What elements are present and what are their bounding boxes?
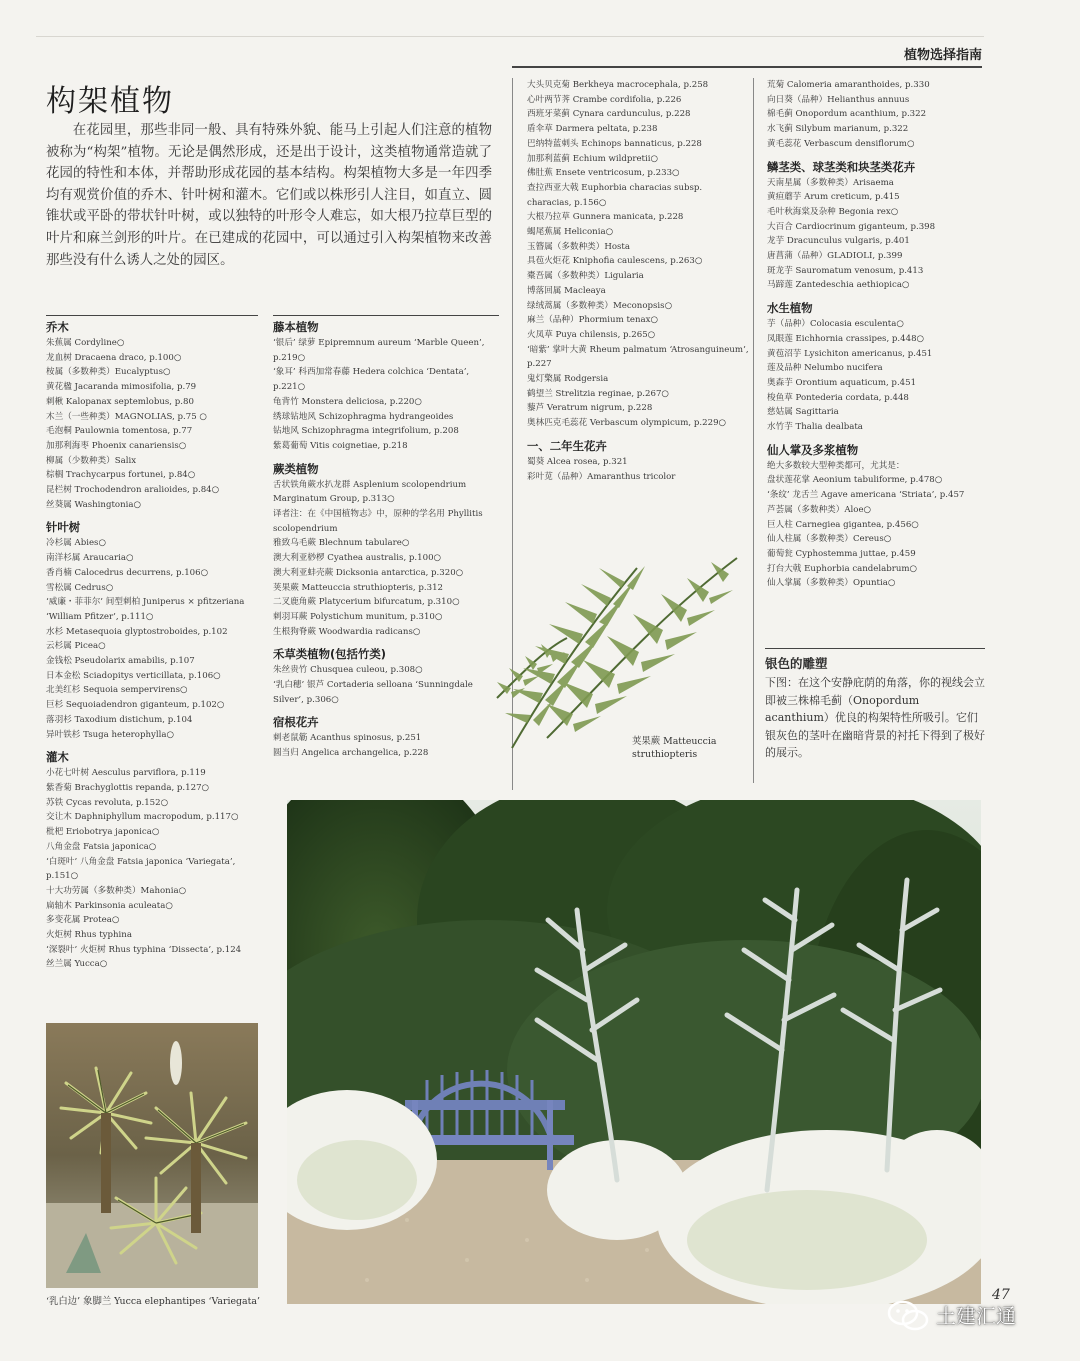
plant-entry: 绿绒蒿属（多数种类）Meconopsis○ <box>527 300 673 311</box>
page-title: 构架植物 <box>46 84 174 119</box>
yucca-caption: ‘乳白边’ 象脚兰 Yucca elephantipes ‘Variegata’ <box>46 1296 260 1307</box>
section-title: 藤本植物 <box>273 320 319 334</box>
plant-entry: 桉属（多数种类）Eucalyptus○ <box>46 367 171 378</box>
silver-caption-text: 下图：在这个安静庇荫的角落，你的视线会立即被三株棉毛蓟（Onopordum acanthium）优良的构架特性所吸引。它们银灰色的茎叶在幽暗背景的衬托下得到了极好的展示。 <box>765 676 985 760</box>
plant-entry: 生根狗脊蕨 Woodwardia radicans○ <box>273 626 421 637</box>
col2-rule <box>273 315 499 316</box>
plant-entry: 天南星属（多数种类）Arisaema <box>767 177 894 188</box>
section-title: 一、二年生花卉 <box>527 438 607 453</box>
section-bulbs <box>767 160 985 294</box>
col1-rule <box>46 315 258 316</box>
section-title: 禾草类植物(包括竹类) <box>273 647 386 662</box>
plant-entry: 荒菊 Calomeria amaranthoides, p.330 <box>767 80 930 90</box>
plant-entry: 荚果蕨 Matteuccia struthiopteris, p.312 <box>273 582 444 593</box>
plant-entry: 柳属（少数种类）Salix <box>46 455 137 466</box>
column-1 <box>46 320 258 972</box>
section-title: 蕨类植物 <box>273 461 319 476</box>
plant-entry: 具苞火炬花 Kniphofia caulescens, p.263○ <box>527 256 703 267</box>
fern-caption: 荚果蕨 Matteuccia struthiopteris <box>632 736 717 760</box>
running-header: 植物选择指南 <box>903 48 982 63</box>
section-annuals-cont <box>767 78 985 152</box>
wechat-icon <box>886 1298 932 1334</box>
section-conifers <box>46 520 258 742</box>
plant-entry: 枇杷 Eriobotrya japonica○ <box>46 827 160 838</box>
plant-entry: 小花七叶树 Aesculus parviflora, p.119 <box>46 768 206 779</box>
intro-paragraph: 在花园里，那些非同一般、具有特殊外貌、能马上引起人们注意的植物被称为“构架”植物。无论是偶然形成，还是出于设计，这类植物通常造就了花园的特性和本体，并帮助形成花园的基本结构。构架植物大多是一年四季均有观赏价值的乔木、针叶树和灌木。它们或以株形引人注目，如直立、圆锥状或平卧的带状针叶树，或以独特的叶形令人难忘，如大根乃拉草巨型的叶片和麻兰剑形的叶片。在已建成的花园中，可以通过引入构架植物来改善那些没有什么诱人之处的园区。 <box>46 123 492 268</box>
plant-entry: 唐菖蒲（品种）GLADIOLI, p.399 <box>767 251 903 262</box>
plant-entry: 绝大多数较大型种类都可，尤其是： <box>767 460 905 471</box>
watermark-text: 土建汇通 <box>936 1304 1016 1328</box>
section-title: 针叶树 <box>46 520 81 535</box>
section-aquatic <box>767 301 985 435</box>
plant-entry: 龙血树 Dracaena draco, p.100○ <box>46 352 182 363</box>
plant-entry: 黄苞沼芋 Lysichiton americanus, p.451 <box>767 348 933 359</box>
plant-entry: 交让木 Daphniphyllum macropodum, p.117○ <box>46 812 239 823</box>
plant-entry: ‘条纹’ 龙舌兰 Agave americana ‘Striata’, p.457 <box>767 490 965 501</box>
plant-entry: 盾伞草 Darmera peltata, p.238 <box>527 124 658 135</box>
plant-entry: 大根乃拉草 Gunnera manicata, p.228 <box>527 212 684 223</box>
section-title: 宿根花卉 <box>273 715 319 730</box>
plant-entry: 心叶两节荠 Crambe cordifolia, p.226 <box>527 94 682 105</box>
plant-entry: 南洋杉属 Araucaria○ <box>46 553 134 564</box>
plant-entry: 奥林匹克毛蕊花 Verbascum olympicum, p.229○ <box>527 418 727 429</box>
plant-entry: 水飞蓟 Silybum marianum, p.322 <box>767 124 909 135</box>
plant-entry: 奥森芋 Orontium aquaticum, p.451 <box>767 377 917 388</box>
plant-entry: 朱丝贵竹 Chusquea culeou, p.308○ <box>273 665 423 676</box>
plant-entry: 麻兰（品种）Phormium tenax○ <box>527 315 659 326</box>
plant-entry: 香肖楠 Calocedrus decurrens, p.106○ <box>46 567 209 578</box>
plant-entry: 芋（品种）Colocasia esculenta○ <box>767 319 904 330</box>
plant-entry: 斑龙芋 Sauromatum venosum, p.413 <box>767 265 924 276</box>
section-title: 乔木 <box>46 320 69 334</box>
plant-entry: 多变花属 Protea○ <box>46 915 120 926</box>
plant-entry: 北美红杉 Sequoia sempervirens○ <box>46 685 188 696</box>
plant-entry: 八角金盘 Fatsia japonica○ <box>46 841 157 852</box>
plant-entry: 黄疸蘑芋 Arum creticum, p.415 <box>767 192 900 203</box>
plant-entry: 黄花楹 Jacaranda mimosifolia, p.79 <box>46 382 197 393</box>
header-rule <box>512 66 982 68</box>
plant-entry: ‘威廉・菲菲尔’ 间型刺柏 Juniperus × pfitzeriana ‘William Pfitzer’, p.111○ <box>46 597 245 622</box>
page-top-edge <box>36 0 984 37</box>
plant-entry: 绣球钻地风 Schizophragma hydrangeoides <box>273 411 454 422</box>
watermark <box>882 1296 1062 1336</box>
plant-entry: ‘象耳’ 科西加常春藤 Hedera colchica ‘Dentata’, p.221○ <box>273 367 470 393</box>
section-succulents <box>767 443 985 591</box>
plant-entry: 蜀葵 Alcea rosea, p.321 <box>527 456 628 467</box>
section-title: 仙人掌及多浆植物 <box>767 442 859 457</box>
plant-entry: 丝兰属 Yucca○ <box>46 959 108 970</box>
plant-entry: ‘深裂叶’ 火炬树 Rhus typhina ‘Dissecta’, p.124 <box>46 944 242 955</box>
plant-entry: 木兰（一些种类）MAGNOLIAS, p.75 ○ <box>46 411 207 422</box>
plant-entry: 澳大利亚桫椤 Cyathea australis, p.100○ <box>273 553 442 564</box>
plant-entry: 异叶铁杉 Tsuga heterophylla○ <box>46 729 174 740</box>
plant-entry: 金钱松 Pseudolarix amabilis, p.107 <box>46 656 195 667</box>
plant-entry: 盘状莲花掌 Aeonium tabuliforme, p.478○ <box>767 475 943 486</box>
section-annuals <box>527 439 749 484</box>
plant-entry: 译者注：在《中国植物志》中，原种的学名用 Phyllitis scolopendrium <box>273 509 483 534</box>
plant-entry: ‘白斑叶’ 八角金盘 Fatsia japonica ‘Variegata’, p.151○ <box>46 856 236 882</box>
section-ferns <box>273 462 499 640</box>
section-perennials <box>273 715 499 760</box>
plant-entry: 钻地风 Schizophragma integrifolium, p.208 <box>273 426 459 437</box>
plant-entry: 朱蕉属 Cordyline○ <box>46 338 125 348</box>
plant-entry: 紫香菊 Brachyglottis repanda, p.127○ <box>46 782 210 793</box>
plant-entry: 冷杉属 Abies○ <box>46 538 106 549</box>
plant-entry: 澳大利亚蚌壳蕨 Dicksonia antarctica, p.320○ <box>273 567 464 578</box>
plant-entry: 凤眼莲 Eichhornia crassipes, p.448○ <box>767 333 925 344</box>
page-number: 47 <box>992 1287 1010 1303</box>
plant-entry: 刺楸 Kalopanax septemlobus, p.80 <box>46 396 194 407</box>
garden-photo <box>287 800 981 1304</box>
plant-entry: 加那利海枣 Phoenix canariensis○ <box>46 440 187 451</box>
plant-entry: 佛肚蕉 Ensete ventricosum, p.233○ <box>527 168 680 179</box>
plant-entry: 巨杉 Sequoiadendron giganteum, p.102○ <box>46 700 225 711</box>
plant-entry: 鹤望兰 Strelitzia reginae, p.267○ <box>527 388 669 399</box>
plant-entry: 日本金松 Sciadopitys verticillata, p.106○ <box>46 670 221 681</box>
plant-entry: 棉毛蓟 Onopordum acanthium, p.322 <box>767 109 927 120</box>
section-perennials-cont <box>527 78 749 431</box>
plant-entry: 蝎尾蕉属 Heliconia○ <box>527 227 614 238</box>
plant-entry: 仙人掌属（多数种类）Opuntia○ <box>767 578 896 589</box>
plant-entry: 玉簪属（多数种类）Hosta <box>527 241 630 252</box>
plant-entry: 云杉属 Picea○ <box>46 641 106 652</box>
plant-entry: 葡萄瓮 Cyphostemma juttae, p.459 <box>767 548 916 559</box>
plant-entry: 龙芋 Dracunculus vulgaris, p.401 <box>767 236 910 247</box>
plant-entry: 巨人柱 Carnegiea gigantea, p.456○ <box>767 519 919 530</box>
plant-entry: 毛叶秋海棠及杂种 Begonia rex○ <box>767 206 899 217</box>
plant-entry: 火凤草 Puya chilensis, p.265○ <box>527 329 656 340</box>
plant-entry: 大头贝克菊 Berkheya macrocephala, p.258 <box>527 80 709 90</box>
section-title: 鳞茎类、球茎类和块茎类花卉 <box>767 159 916 174</box>
silver-rule <box>765 648 985 649</box>
plant-entry: 打台大戟 Euphorbia candelabrum○ <box>767 563 918 574</box>
plant-entry: 苏铁 Cycas revoluta, p.152○ <box>46 797 169 808</box>
plant-entry: 紫葛葡萄 Vitis coignetiae, p.218 <box>273 440 408 451</box>
plant-entry: 仙人柱属（多数种类）Cereus○ <box>767 534 892 545</box>
plant-entry: 莲及品种 Nelumbo nucifera <box>767 363 883 374</box>
plant-entry: 二叉鹿角蕨 Platycerium bifurcatum, p.310○ <box>273 597 460 608</box>
plant-entry: 鬼灯檠属 Rodgersia <box>527 374 609 385</box>
column-2 <box>273 320 499 761</box>
plant-entry: 水竹芋 Thalia dealbata <box>767 422 863 433</box>
plant-entry: 黄毛蕊花 Verbascum densiflorum○ <box>767 138 915 149</box>
plant-entry: 毛泡桐 Paulownia tomentosa, p.77 <box>46 426 193 437</box>
plant-entry: 丝葵属 Washingtonia○ <box>46 499 141 510</box>
column-4 <box>767 78 985 591</box>
plant-entry: 昆栏树 Trochodendron aralioides, p.84○ <box>46 485 220 496</box>
fern-illustration <box>487 498 757 758</box>
section-trees <box>46 320 258 512</box>
plant-entry: 刺羽耳蕨 Polystichum munitum, p.310○ <box>273 611 443 622</box>
plant-entry: 藜芦 Veratrum nigrum, p.228 <box>527 403 653 414</box>
plant-entry: 十大功劳属（多数种类）Mahonia○ <box>46 885 187 896</box>
column-3 <box>527 78 749 484</box>
section-climbers <box>273 320 499 454</box>
section-shrubs <box>46 750 258 972</box>
plant-entry: 橐吾属（多数种类）Ligularia <box>527 271 644 282</box>
section-title: 水生植物 <box>767 301 813 316</box>
silver-caption-title: 银色的雕塑 <box>765 656 828 671</box>
plant-entry: 芦荟属（多数种类）Aloe○ <box>767 504 872 515</box>
plant-entry: 水杉 Metasequoia glyptostroboides, p.102 <box>46 626 228 637</box>
plant-entry: 马蹄莲 Zantedeschia aethiopica○ <box>767 280 910 291</box>
plant-entry: 博落回属 Macleaya <box>527 285 606 296</box>
plant-entry: 圆当归 Angelica archangelica, p.228 <box>273 748 429 759</box>
plant-entry: ‘暗紫’ 掌叶大黄 Rheum palmatum ‘Atrosanguineum’, p.227 <box>527 344 749 370</box>
yucca-photo <box>46 1023 258 1288</box>
plant-entry: 龟背竹 Monstera deliciosa, p.220○ <box>273 396 422 407</box>
plant-entry: ‘乳白穗’ 银芦 Cortaderia selloana ‘Sunningdale Silver’, p.306○ <box>273 680 473 705</box>
plant-entry: 火炬树 Rhus typhina <box>46 930 132 941</box>
plant-entry: 扁轴木 Parkinsonia aculeata○ <box>46 900 173 911</box>
plant-entry: 雅致乌毛蕨 Blechnum tabulare○ <box>273 538 410 549</box>
plant-entry: 梭鱼草 Pontederia cordata, p.448 <box>767 392 909 403</box>
plant-entry: 大百合 Cardiocrinum giganteum, p.398 <box>767 221 936 232</box>
plant-entry: 彩叶苋（品种）Amaranthus tricolor <box>527 471 676 482</box>
plant-entry: 落羽杉 Taxodium distichum, p.104 <box>46 714 193 725</box>
plant-entry: 查拉西亚大戟 Euphorbia characias subsp. characias, p.156○ <box>527 182 703 208</box>
plant-entry: ‘银后’ 绿萝 Epipremnum aureum ‘Marble Queen’, p.219○ <box>273 338 485 363</box>
plant-entry: 加那利蓝蓟 Echium wildpretii○ <box>527 153 658 164</box>
plant-entry: 舌状铁角蕨水扒龙群 Asplenium scolopendrium Marginatum Group, p.313○ <box>273 479 467 505</box>
plant-entry: 巴纳特蓝刺头 Echinops bannaticus, p.228 <box>527 138 702 149</box>
plant-entry: 向日葵（品种）Helianthus annuus <box>767 94 910 105</box>
plant-entry: 慈姑属 Sagittaria <box>767 407 839 418</box>
plant-entry: 刺老鼠簕 Acanthus spinosus, p.251 <box>273 733 422 744</box>
plant-entry: 棕榈 Trachycarpus fortunei, p.84○ <box>46 470 196 481</box>
section-title: 灌木 <box>46 750 69 765</box>
section-grasses <box>273 647 499 707</box>
plant-entry: 雪松属 Cedrus○ <box>46 582 114 593</box>
plant-entry: 西班牙菜蓟 Cynara cardunculus, p.228 <box>527 109 691 120</box>
